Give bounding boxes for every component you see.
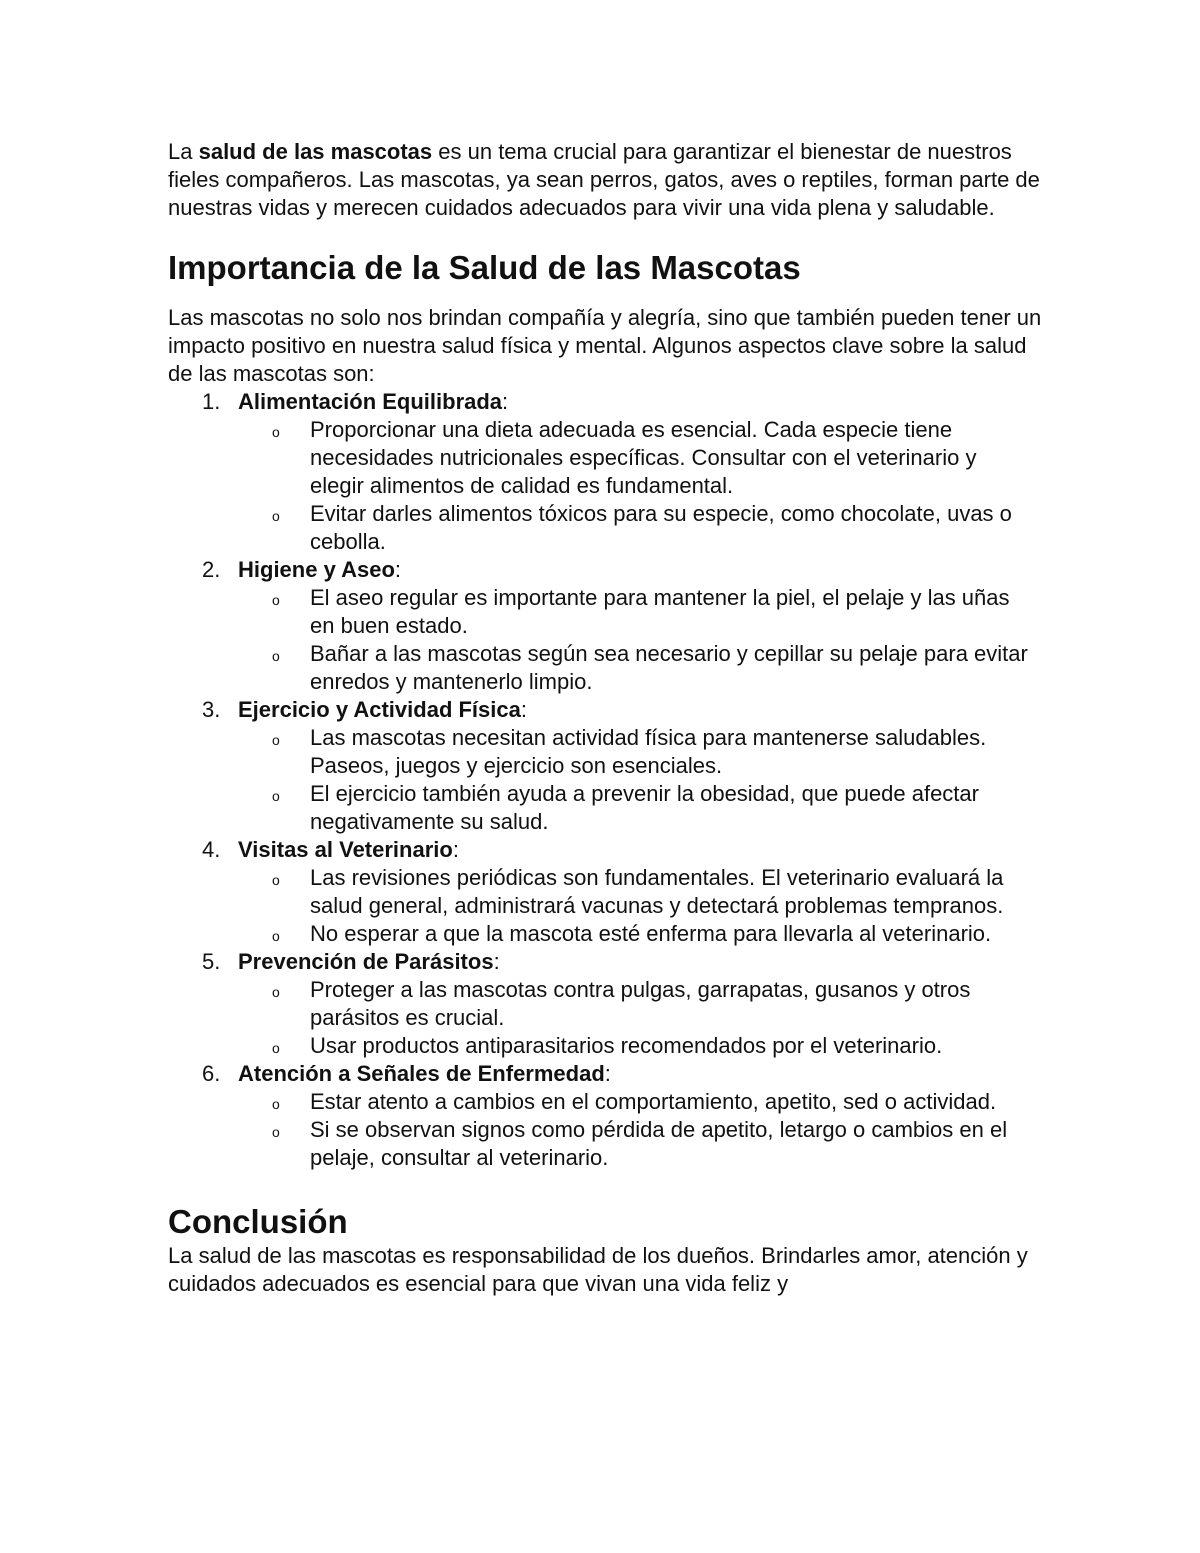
bullet-icon: o xyxy=(272,928,280,944)
aspect-title: Prevención de Parásitos xyxy=(238,949,494,974)
bullet-icon: o xyxy=(272,648,280,664)
intro-bold-term: salud de las mascotas xyxy=(198,139,433,164)
aspect-title: Alimentación Equilibrada xyxy=(238,389,503,414)
bullet-item xyxy=(238,724,1030,780)
aspect-item xyxy=(168,388,1040,556)
bullet-item xyxy=(238,976,1030,1032)
aspects-list xyxy=(168,388,1040,1172)
aspect-bullets xyxy=(238,1088,1040,1172)
aspect-title: Ejercicio y Actividad Física xyxy=(238,697,521,722)
aspect-bullets xyxy=(238,976,1040,1060)
aspect-number: 1. xyxy=(202,389,221,414)
bullet-text: Proporcionar una dieta adecuada es esencial. Cada especie tiene necesidades nutricionales específicas. Consultar con el veterinario y elegir alimentos de calidad es fundamental. xyxy=(310,417,977,498)
bullet-item xyxy=(238,780,1030,836)
bullet-item xyxy=(238,1032,1030,1060)
importance-heading: Importancia de la Salud de las Mascotas xyxy=(168,249,801,286)
bullet-item xyxy=(238,1088,1030,1116)
bullet-item xyxy=(238,416,1030,500)
aspect-bullets xyxy=(238,416,1040,556)
bullet-item xyxy=(238,584,1030,640)
aspect-suffix: : xyxy=(520,697,527,722)
bullet-item xyxy=(238,864,1030,920)
conclusion-paragraph: La salud de las mascotas es responsabilidad de los dueños. Brindarles amor, atención y cuidados adecuados es esencial para que vivan una vida feliz y xyxy=(168,1243,1028,1296)
aspect-suffix: : xyxy=(452,837,459,862)
bullet-item xyxy=(238,500,1030,556)
aspect-item xyxy=(168,1060,1040,1172)
aspect-number: 5. xyxy=(202,949,221,974)
bullet-text: Si se observan signos como pérdida de apetito, letargo o cambios en el pelaje, consultar al veterinario. xyxy=(310,1117,1008,1170)
aspect-bullets xyxy=(238,584,1040,696)
bullet-text: Proteger a las mascotas contra pulgas, garrapatas, gusanos y otros parásitos es crucial. xyxy=(310,977,971,1030)
bullet-text: Usar productos antiparasitarios recomendados por el veterinario. xyxy=(310,1033,943,1058)
bullet-icon: o xyxy=(272,872,280,888)
aspect-number: 4. xyxy=(202,837,221,862)
bullet-text: El ejercicio también ayuda a prevenir la obesidad, que puede afectar negativamente su salud. xyxy=(310,781,979,834)
aspect-suffix: : xyxy=(394,557,402,582)
aspect-bullets xyxy=(238,724,1040,836)
aspect-bullets xyxy=(238,864,1040,948)
bullet-text: El aseo regular es importante para mantener la piel, el pelaje y las uñas en buen estado. xyxy=(310,585,1010,638)
bullet-icon: o xyxy=(272,732,280,748)
aspect-item xyxy=(168,696,1040,836)
importance-paragraph: Las mascotas no solo nos brindan compañía y alegría, sino que también pueden tener un impacto positivo en nuestra salud física y mental. Algunos aspectos clave sobre la salud de las mascotas son: xyxy=(168,305,1042,386)
bullet-item xyxy=(238,1116,1030,1172)
aspect-number: 6. xyxy=(202,1061,221,1086)
bullet-icon: o xyxy=(272,592,280,608)
bullet-text: Estar atento a cambios en el comportamiento, apetito, sed o actividad. xyxy=(310,1089,997,1114)
aspect-title: Atención a Señales de Enfermedad xyxy=(238,1061,605,1086)
bullet-item xyxy=(238,640,1030,696)
intro-paragraph xyxy=(168,138,1048,222)
conclusion-heading: Conclusión xyxy=(168,1203,348,1240)
aspect-number: 2. xyxy=(202,557,221,582)
bullet-icon: o xyxy=(272,424,280,440)
intro-prefix: La xyxy=(168,139,199,164)
aspect-item xyxy=(168,556,1040,696)
bullet-text: Evitar darles alimentos tóxicos para su especie, como chocolate, uvas o cebolla. xyxy=(310,501,1012,554)
bullet-icon: o xyxy=(272,788,280,804)
aspect-item xyxy=(168,948,1040,1060)
bullet-icon: o xyxy=(272,508,280,524)
bullet-text: No esperar a que la mascota esté enferma para llevarla al veterinario. xyxy=(310,921,992,946)
bullet-text: Bañar a las mascotas según sea necesario y cepillar su pelaje para evitar enredos y mantenerlo limpio. xyxy=(310,641,1028,694)
bullet-text: Las revisiones periódicas son fundamentales. El veterinario evaluará la salud general, administrará vacunas y detectará problemas tempranos. xyxy=(310,865,1004,918)
aspect-suffix: : xyxy=(502,389,509,414)
aspect-number: 3. xyxy=(202,697,221,722)
bullet-item xyxy=(238,920,1090,948)
aspect-title: Visitas al Veterinario xyxy=(238,837,453,862)
aspect-item xyxy=(168,836,1040,948)
aspect-title: Higiene y Aseo xyxy=(238,557,395,582)
bullet-icon: o xyxy=(272,984,280,1000)
bullet-icon: o xyxy=(272,1096,280,1112)
bullet-icon: o xyxy=(272,1040,280,1056)
bullet-icon: o xyxy=(272,1124,280,1140)
intro-rest: es un tema crucial para garantizar el bienestar de nuestros fieles compañeros. Las mascotas, ya sean perros, gatos, aves o reptiles, forman parte de nuestras vidas y merecen cuidados adecuados para vivir una vida plena y saludable. xyxy=(168,139,1040,220)
aspect-suffix: : xyxy=(604,1061,611,1086)
bullet-text: Las mascotas necesitan actividad física para mantenerse saludables. Paseos, juegos y ejercicio son esenciales. xyxy=(310,725,987,778)
aspect-suffix: : xyxy=(493,949,500,974)
